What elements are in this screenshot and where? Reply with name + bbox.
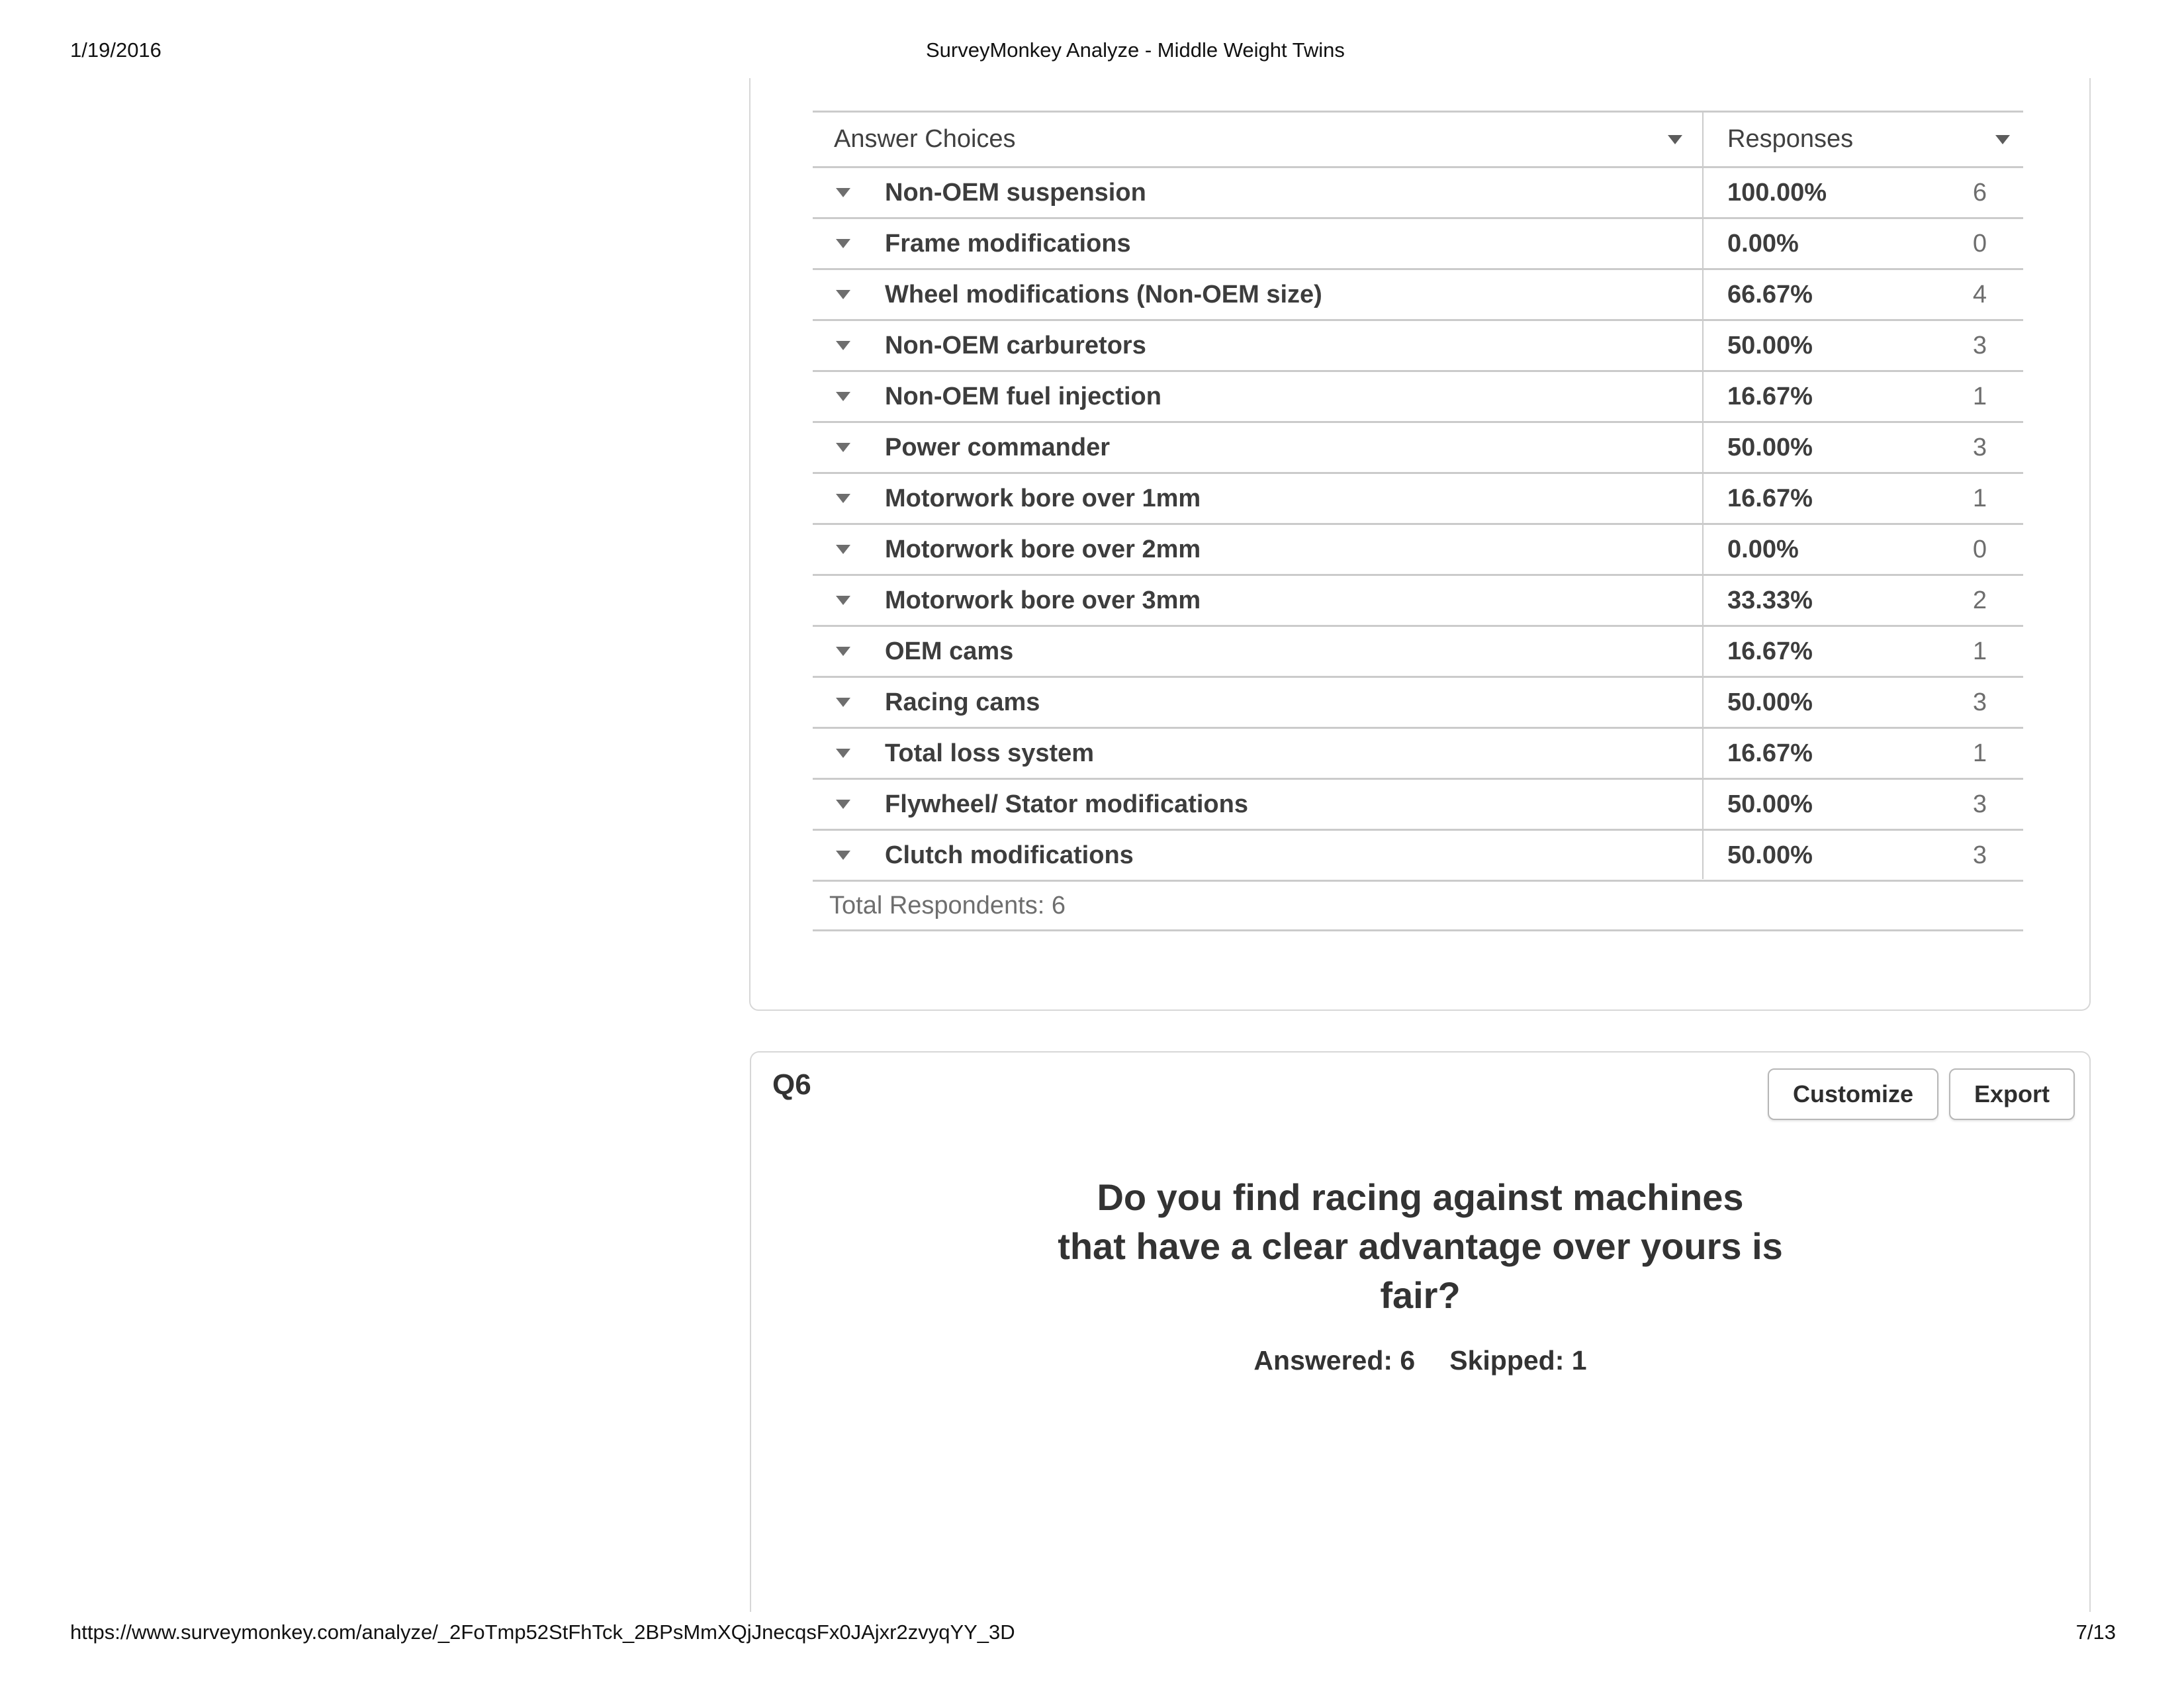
table-row [813, 831, 2023, 882]
table-row [813, 627, 2023, 678]
answer-choice-label: Non-OEM carburetors [885, 331, 1146, 359]
results-table-card [749, 78, 2091, 1011]
responses-header[interactable] [1702, 125, 2023, 154]
response-percent: 33.33% [1727, 586, 1813, 614]
response-percent: 0.00% [1727, 229, 1799, 258]
responses-header-label: Responses [1727, 125, 1854, 153]
answer-choice-label: Motorwork bore over 3mm [885, 586, 1201, 614]
table-row [813, 270, 2023, 321]
answer-choice-label: Total loss system [885, 739, 1095, 767]
table-row [813, 525, 2023, 576]
answer-choices-header-label: Answer Choices [834, 125, 1016, 153]
expand-row-icon[interactable] [836, 749, 850, 758]
answer-choice-label: OEM cams [885, 637, 1014, 665]
response-percent: 66.67% [1727, 280, 1813, 308]
response-count: 1 [1972, 484, 1987, 512]
export-button[interactable]: Export [1949, 1068, 2075, 1120]
expand-row-icon[interactable] [836, 443, 850, 452]
expand-row-icon[interactable] [836, 596, 850, 605]
answered-count: Answered: 6 [1253, 1345, 1416, 1376]
table-row [813, 423, 2023, 474]
expand-row-icon[interactable] [836, 290, 850, 299]
response-percent: 50.00% [1727, 433, 1813, 461]
response-percent: 50.00% [1727, 688, 1813, 716]
response-count: 0 [1972, 535, 1987, 563]
question-title [751, 1173, 2089, 1320]
expand-row-icon[interactable] [836, 188, 850, 197]
results-table [813, 111, 2023, 931]
print-footer-page-number: 7/13 [2075, 1620, 2116, 1644]
answer-choices-header[interactable] [813, 125, 1702, 154]
table-row [813, 474, 2023, 525]
answer-choice-label: Clutch modifications [885, 841, 1134, 869]
expand-row-icon[interactable] [836, 698, 850, 707]
question-line: that have a clear advantage over yours is [1058, 1225, 1783, 1267]
print-title: SurveyMonkey Analyze - Middle Weight Twins [926, 38, 1345, 62]
table-row [813, 678, 2023, 729]
expand-row-icon[interactable] [836, 647, 850, 656]
response-percent: 100.00% [1727, 178, 1827, 207]
answer-choice-label: Motorwork bore over 1mm [885, 484, 1201, 512]
skipped-count: Skipped: 1 [1449, 1345, 1587, 1376]
table-row [813, 576, 2023, 627]
question-card [750, 1051, 2091, 1612]
answer-choice-label: Frame modifications [885, 229, 1131, 258]
response-count: 1 [1972, 637, 1987, 665]
response-count: 4 [1972, 280, 1987, 308]
expand-row-icon[interactable] [836, 545, 850, 554]
question-line: Do you find racing against machines [1097, 1176, 1744, 1218]
response-percent: 50.00% [1727, 331, 1813, 359]
response-count: 3 [1972, 688, 1987, 716]
response-count: 3 [1972, 790, 1987, 818]
print-date: 1/19/2016 [70, 38, 161, 62]
sort-dropdown-icon[interactable] [1995, 135, 2010, 144]
table-row [813, 372, 2023, 423]
expand-row-icon[interactable] [836, 800, 850, 809]
print-footer-url: https://www.surveymonkey.com/analyze/_2FoTmp52StFhTck_2BPsMmXQjJnecqsFx0JAjxr2zvyqYY_3D [70, 1620, 1015, 1644]
answer-choice-label: Motorwork bore over 2mm [885, 535, 1201, 563]
total-respondents: Total Respondents: 6 [813, 882, 2023, 931]
response-count: 3 [1972, 433, 1987, 461]
answer-choice-label: Non-OEM suspension [885, 178, 1146, 207]
answer-choice-label: Flywheel/ Stator modifications [885, 790, 1248, 818]
expand-row-icon[interactable] [836, 341, 850, 350]
answer-choice-label: Power commander [885, 433, 1110, 461]
table-row [813, 219, 2023, 270]
answer-choice-label: Non-OEM fuel injection [885, 382, 1161, 410]
response-percent: 16.67% [1727, 484, 1813, 512]
response-count: 3 [1972, 841, 1987, 869]
answer-choice-label: Wheel modifications (Non-OEM size) [885, 280, 1322, 308]
table-header-row [813, 113, 2023, 168]
sort-dropdown-icon[interactable] [1668, 135, 1682, 144]
response-count: 6 [1972, 178, 1987, 207]
response-count: 0 [1972, 229, 1987, 258]
response-count: 1 [1972, 739, 1987, 767]
customize-button[interactable]: Customize [1768, 1068, 1938, 1120]
response-percent: 50.00% [1727, 841, 1813, 869]
response-stats [751, 1345, 2089, 1376]
response-count: 1 [1972, 382, 1987, 410]
expand-row-icon[interactable] [836, 239, 850, 248]
question-line: fair? [1380, 1274, 1461, 1316]
table-row [813, 168, 2023, 219]
response-percent: 0.00% [1727, 535, 1799, 563]
response-percent: 50.00% [1727, 790, 1813, 818]
answer-choice-label: Racing cams [885, 688, 1040, 716]
table-row [813, 729, 2023, 780]
table-row [813, 780, 2023, 831]
table-row [813, 321, 2023, 372]
response-percent: 16.67% [1727, 739, 1813, 767]
expand-row-icon[interactable] [836, 494, 850, 503]
response-percent: 16.67% [1727, 637, 1813, 665]
response-count: 2 [1972, 586, 1987, 614]
question-card-actions [1768, 1068, 2075, 1120]
expand-row-icon[interactable] [836, 851, 850, 860]
response-percent: 16.67% [1727, 382, 1813, 410]
question-number: Q6 [772, 1068, 811, 1101]
expand-row-icon[interactable] [836, 392, 850, 401]
response-count: 3 [1972, 331, 1987, 359]
